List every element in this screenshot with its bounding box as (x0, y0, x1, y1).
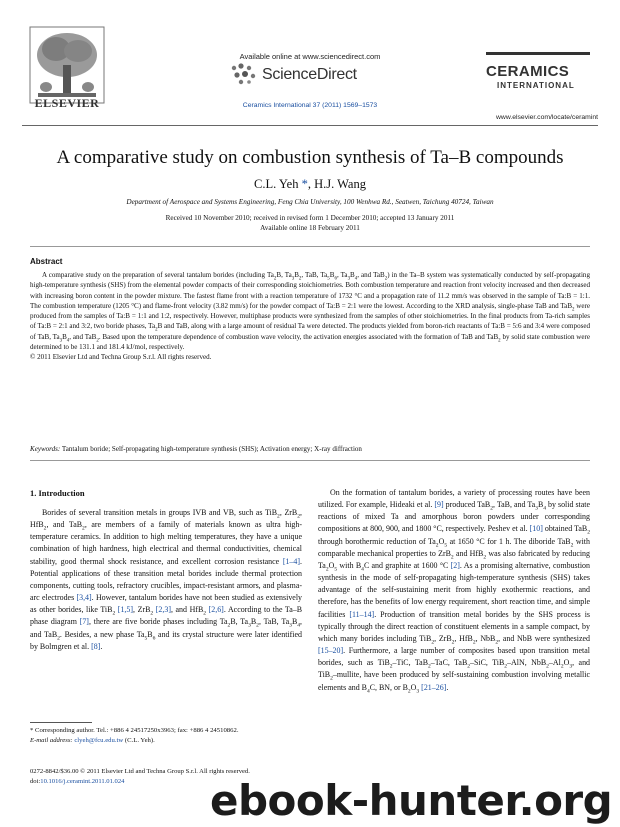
citation-link[interactable]: [3,4] (76, 593, 92, 603)
keywords-list: Tantalum boride; Self-propagating high-temperature synthesis (SHS); Activation energy; X-ray diffraction (60, 445, 362, 453)
section-heading-introduction: 1. Introduction (30, 488, 85, 498)
intro-right-column: On the formation of tantalum borides, a variety of processing routes have been utilized. For example, Hideaki et al. [9] produced TaB$_2$, TaB, and $Ta_3B_4$ by solid state reactions of mixed Ta and amorphous boron powders under corresponding compositions at 800, 900, and 1800 °C, respectively. Peshev et al. [10] obtained TaB$_2$ through borothermic reduction of $Ta_2O_5$ at 1650 °C for 1 h. The diboride TaB$_2$ with comparable mechanical properties to ZrB$_2$ and HfB$_2$ was also fabricated by reducing $Ta_2O_5$ with $B_4C$ and graphite at 1600 °C [2]. As a promising alternative, combustion synthesis in the mode of self-propagating high-temperature synthesis (SHS) takes advantage of the self-sustaining merit from highly exothermic reactions, and therefore, has the benefits of low energy requirement, short reaction time, and simple facilities [11–14]. Production of transition metal borides by the SHS process is typically through the direct reaction of constituent elements in a sample compact, by which many borides including TiB$_2$, ZrB$_2$, HfB$_2$, NbB$_2$, and NbB were synthesized [15–20]. Furthermore, a large number of composites based upon transition metal borides, such as TiB$_2$–TiC, TaB$_2$–TaC, TaB$_2$–SiC, TiB$_2$–AlN, $NbB_2-Al_2O_3$, and TiB$_2$–mullite, have been produced by self-sustaining combustion involving metallic elements and $B_4C$, BN, or $B_2O_3$ [21–26]. (318, 488, 591, 695)
keywords (30, 445, 590, 453)
citation-link[interactable]: [15–20] (318, 646, 344, 656)
abstract-heading: Abstract (30, 257, 63, 266)
citation-link[interactable]: [9] (434, 500, 444, 510)
author-2[interactable]: , H.J. Wang (307, 177, 366, 191)
citation-link[interactable]: [10] (529, 524, 543, 534)
article-title: A comparative study on combustion synthesis of Ta–B compounds (56, 147, 564, 168)
citation-link[interactable]: [11–14] (349, 609, 375, 619)
doi-line: doi:10.1016/j.ceramint.2011.01.024 (30, 778, 125, 785)
header-divider (22, 125, 598, 126)
footnote-divider (30, 722, 92, 723)
email-label: E-mail address: (30, 736, 73, 744)
citation-link[interactable]: [2] (450, 560, 460, 570)
citation-link[interactable]: [2,3] (153, 605, 171, 615)
citation-link[interactable]: [8] (91, 641, 101, 651)
publisher-logo-text: ELSEVIER (34, 96, 100, 110)
available-online-date: Available online 18 February 2011 (260, 224, 360, 232)
sciencedirect-dots-icon (228, 62, 260, 86)
received-dates: Received 10 November 2010; received in revised form 1 December 2010; accepted 13 January 2011 (165, 214, 455, 222)
abstract-top-divider (30, 246, 590, 247)
journal-logo-rule (486, 52, 590, 55)
journal-url-link[interactable]: www.elsevier.com/locate/ceramint (496, 114, 598, 121)
corresponding-author-footnote: * Corresponding author. Tel.: +886 4 24517250x3963; fax: +886 4 24510862. E-mail address: clyeh@fcu.edu.tw (C.L. Yeh). (30, 726, 302, 745)
journal-logo-line2: INTERNATIONAL (497, 81, 575, 90)
citation-link[interactable]: [7] (79, 617, 89, 627)
author-1[interactable]: C.L. Yeh (254, 177, 302, 191)
doi-link[interactable]: 10.1016/j.ceramint.2011.01.024 (40, 778, 125, 785)
citation-link[interactable]: [2,6] (206, 605, 224, 615)
email-link[interactable]: clyeh@fcu.edu.tw (72, 736, 124, 744)
sciencedirect-logo-text: ScienceDirect (262, 66, 357, 83)
keywords-label: Keywords: (30, 445, 61, 453)
corresponding-author-mark[interactable]: * (301, 177, 308, 191)
abstract-bottom-divider (30, 460, 590, 461)
intro-left-column: Borides of several transition metals in groups IVB and VB, such as TiB$_2$, ZrB$_2$, HfB$_2$, and TaB$_2$, are members of a family of materials known as ultra high-temperature ceramics. In addition to high melting temperatures, they have a unique combination of high hardness, high electrical and thermal conductivities, chemical stability, good thermal shock resistance, and excellent corrosion resistance [1–4]. Potential applications of these transition metal borides include thermal protection components, cutting tools, refractory crucibles, impact-resistant armors, and plasma-arc electrodes [3,4]. However, tantalum borides have not been studied as extensively as other borides, like TiB$_2$ [1,5], ZrB$_2$ [2,3], and HfB$_2$ [2,6]. According to the Ta–B phase diagram [7], there are five boride phases including $Ta_2B$, $Ta_3B_2$, TaB, $Ta_3B_4$, and TaB$_2$. Besides, a new phase $Ta_5B_6$ and its crystal structure were later identified by Bolmgren et al. [8]. (30, 508, 303, 651)
journal-logo-line1: CERAMICS (486, 63, 570, 80)
citation-link[interactable]: [1,5] (115, 605, 134, 615)
citation-link[interactable]: [1–4] (282, 556, 301, 566)
watermark-text: ebook-hunter.org (210, 776, 613, 825)
affiliation: Department of Aerospace and Systems Engineering, Feng Chia University, 100 Wenhwa Rd., Seatwen, Taichung 40724, Taiwan (126, 198, 494, 206)
abstract-copyright: © 2011 Elsevier Ltd and Techna Group S.r.l. All rights reserved. (30, 353, 212, 362)
citation-link[interactable]: [21–26] (419, 682, 447, 692)
corresponding-contact: * Corresponding author. Tel.: +886 4 24517250x3963; fax: +886 4 24510862. (30, 727, 239, 734)
journal-reference-link[interactable]: Ceramics International 37 (2011) 1569–1573 (242, 102, 378, 109)
issn-copyright: 0272-8842/$36.00 © 2011 Elsevier Ltd and Techna Group S.r.l. All rights reserved. (30, 768, 250, 775)
available-online-text: Available online at www.sciencedirect.com (239, 52, 381, 61)
abstract-body: A comparative study on the preparation of several tantalum borides (including $Ta_2B$, $Ta_3B_2$, TaB, $Ta_5B_6$, $Ta_3B_4$, and TaB$_2$) in the Ta–B system was systematically conducted by self-propagating high-temperature synthesis (SHS) from the elemental powder compacts of their corresponding stoichiometries. Both combustion temperature and reaction front velocity increased and then decreased with increasing boron content in the powder mixture. The fastest flame front with a reaction temperature of 1732 °C and a propagation rate of 11.2 mm/s was observed in the sample of Ta:B = 1:1. The combustion temperature (1205 °C) and flame-front velocity (3.82 mm/s) for the powder compact of Ta:B = 2:1 were the lowest. According to the XRD analysis, single-phase TaB and TaB$_2$ were produced from the samples of Ta:B = 1:1 and 1:2, respectively. However, multiphase products were synthesized from the samples of other stoichiometries. In the final products from Ta-rich samples of Ta:B = 2:1 and 3:2, two boride phases, $Ta_2B$ and TaB, along with a large amount of residual Ta were detected. The products yielded from boron-rich reactants of Ta:B = 5:6 and 3:4 were composed of TaB, $Ta_3B_4$, and TaB$_2$. Based upon the temperature dependence of combustion wave velocity, the activation energies associated with the formation of TaB and TaB$_2$ by solid state combustion were determined to be 131.1 and 181.4 kJ/mol, respectively. © 2011 Elsevier Ltd and Techna Group S.r.l. All rights reserved. (30, 271, 590, 362)
author-list (0, 177, 620, 192)
